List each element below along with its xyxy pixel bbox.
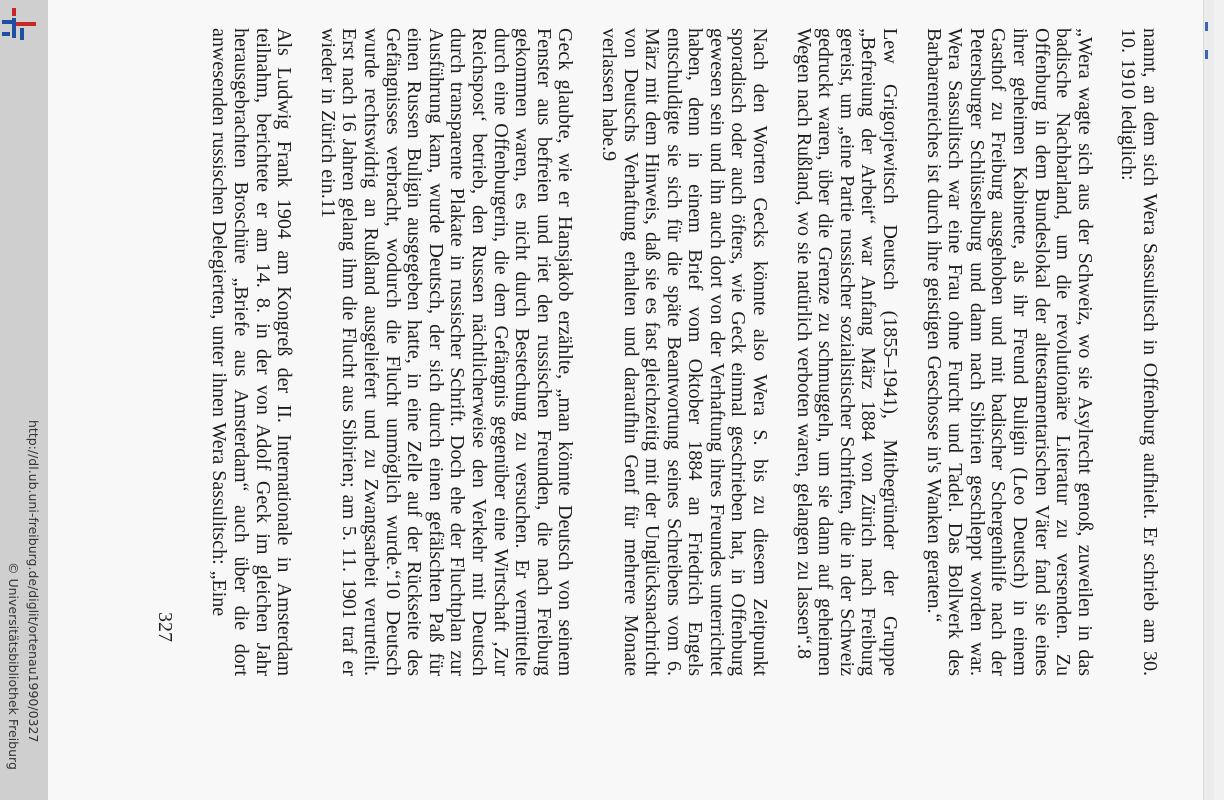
- viewer-margin: [0, 0, 48, 800]
- paragraph-3: Lew Grigorjewitsch Deutsch (1855–1941), Mitbegründer der Gruppe „Befreiung der Arbeit“ war Anfang März 1884 von Zürich nach Freiburg gereist, um „eine Partie russischer sozialistischer Schriften, die in der Schweiz gedruckt waren, über die Grenze zu schmuggeln, um sie dann auf geheimen Wegen nach Rußland, wo sie natürlich verboten waren, gelangen zu lassen“.8: [792, 28, 902, 676]
- page-number: 327: [154, 612, 176, 642]
- paragraph-5: Geck glaubte, wie er Hansjakob erzählte, „man könnte Deutsch von seinem Fenster aus befreien und riet den russischen Freunden, die nach Freiburg gekommen waren, es nicht durch Bestechung zu versuchen. Er vermittelte durch eine Offenburgerin, die dem Gefängnis gegenüber eine Wirtschaft ‚Zur Reichspost‘ betrieb, den Russen nächtlicherweise den Verkehr mit Deutsch durch transparente Plakate in russischer Schrift. Doch ehe der Fluchtplan zur Ausführung kam, wurde Deutsch, der sich durch einen gefälschten Paß für einen Russen Buligin ausgegeben hatte, in eine Zelle auf der Rückseite des Gefängnisses verbracht, wodurch die Flucht unmöglich wurde.“10 Deutsch wurde rechtswidrig an Rußland ausgeliefert und zu Zwangsarbeit verurteilt. Erst nach 16 Jahren gelang ihm die Flucht aus Sibirien; am 5. 11. 1901 traf er wieder in Zürich ein.11: [316, 28, 577, 676]
- paragraph-4: Nach den Worten Gecks könnte also Wera S. bis zu diesem Zeitpunkt sporadisch oder auch öfters, wie Geck einmal geschrieben hat, in Offenburg gewesen sein und ihn auch dort von der Verhaftung ihres Freundes unterrichtet haben, denn in einem Brief vom Oktober 1884 an Friedrich Engels entschuldigte sie sich für die späte Beantwortung seines Schreibens vom 6. März mit dem Hinweis, daß sie es fast gleichzeitig mit der Unglücksnachricht von Deutschs Verhaftung erhalten und daraufhin Genf für mehrere Monate verlassen habe.9: [597, 28, 772, 676]
- copyright-notice: © Universitätsbibliothek Freiburg: [6, 562, 21, 770]
- source-credit: [0, 420, 48, 800]
- edge-marker: [1205, 22, 1208, 31]
- ub-freiburg-logo-icon: [0, 6, 40, 46]
- paragraph-1: nannt, an dem sich Wera Sassulitsch in Offenburg aufhielt. Er schrieb am 30. 10. 1910 lediglich:: [1117, 28, 1161, 676]
- paragraph-2: „Wera wagte sich aus der Schweiz, wo sie Asylrecht genoß, zuweilen in das badische Nachbarland, um die revolutionäre Literatur zu versenden. Zu Offenburg in dem Bundeslokal der alttestamentarischen Väter fand sie eines ihrer geheimen Kabinette, als ihr Freund Buligin (Leo Deutsch) in einem Gasthof zu Freiburg ausgehoben und mit badischer Schergenhilfe nach der Petersburger Schlüsselburg und dann nach Sibirien geschleppt worden war. Wera Sassulitsch war eine Frau ohne Furcht und Tadel. Das Bollwerk des Barbarenreiches ist durch ihre geistigen Geschosse in's Wanken geraten.“: [922, 28, 1096, 676]
- rotated-text-block: [200, 28, 1160, 676]
- source-url-link[interactable]: http://dl.ub.uni-freiburg.de/diglit/ortenau1990/0327: [26, 420, 41, 743]
- page-edge: [1203, 0, 1214, 800]
- paragraph-6: Als Ludwig Frank 1904 am Kongreß der II. Internationale in Amsterdam teilnahm, berichtete er am 14. 8. in der von Adolf Geck im gleichen Jahr herausgebrachten Broschüre „Briefe aus Amsterdam“ auch über die dort anwesenden russischen Delegierten, unter ihnen Wera Sassulitsch: „Eine: [208, 28, 296, 676]
- edge-marker: [1205, 50, 1208, 59]
- scanned-page: [48, 0, 1214, 800]
